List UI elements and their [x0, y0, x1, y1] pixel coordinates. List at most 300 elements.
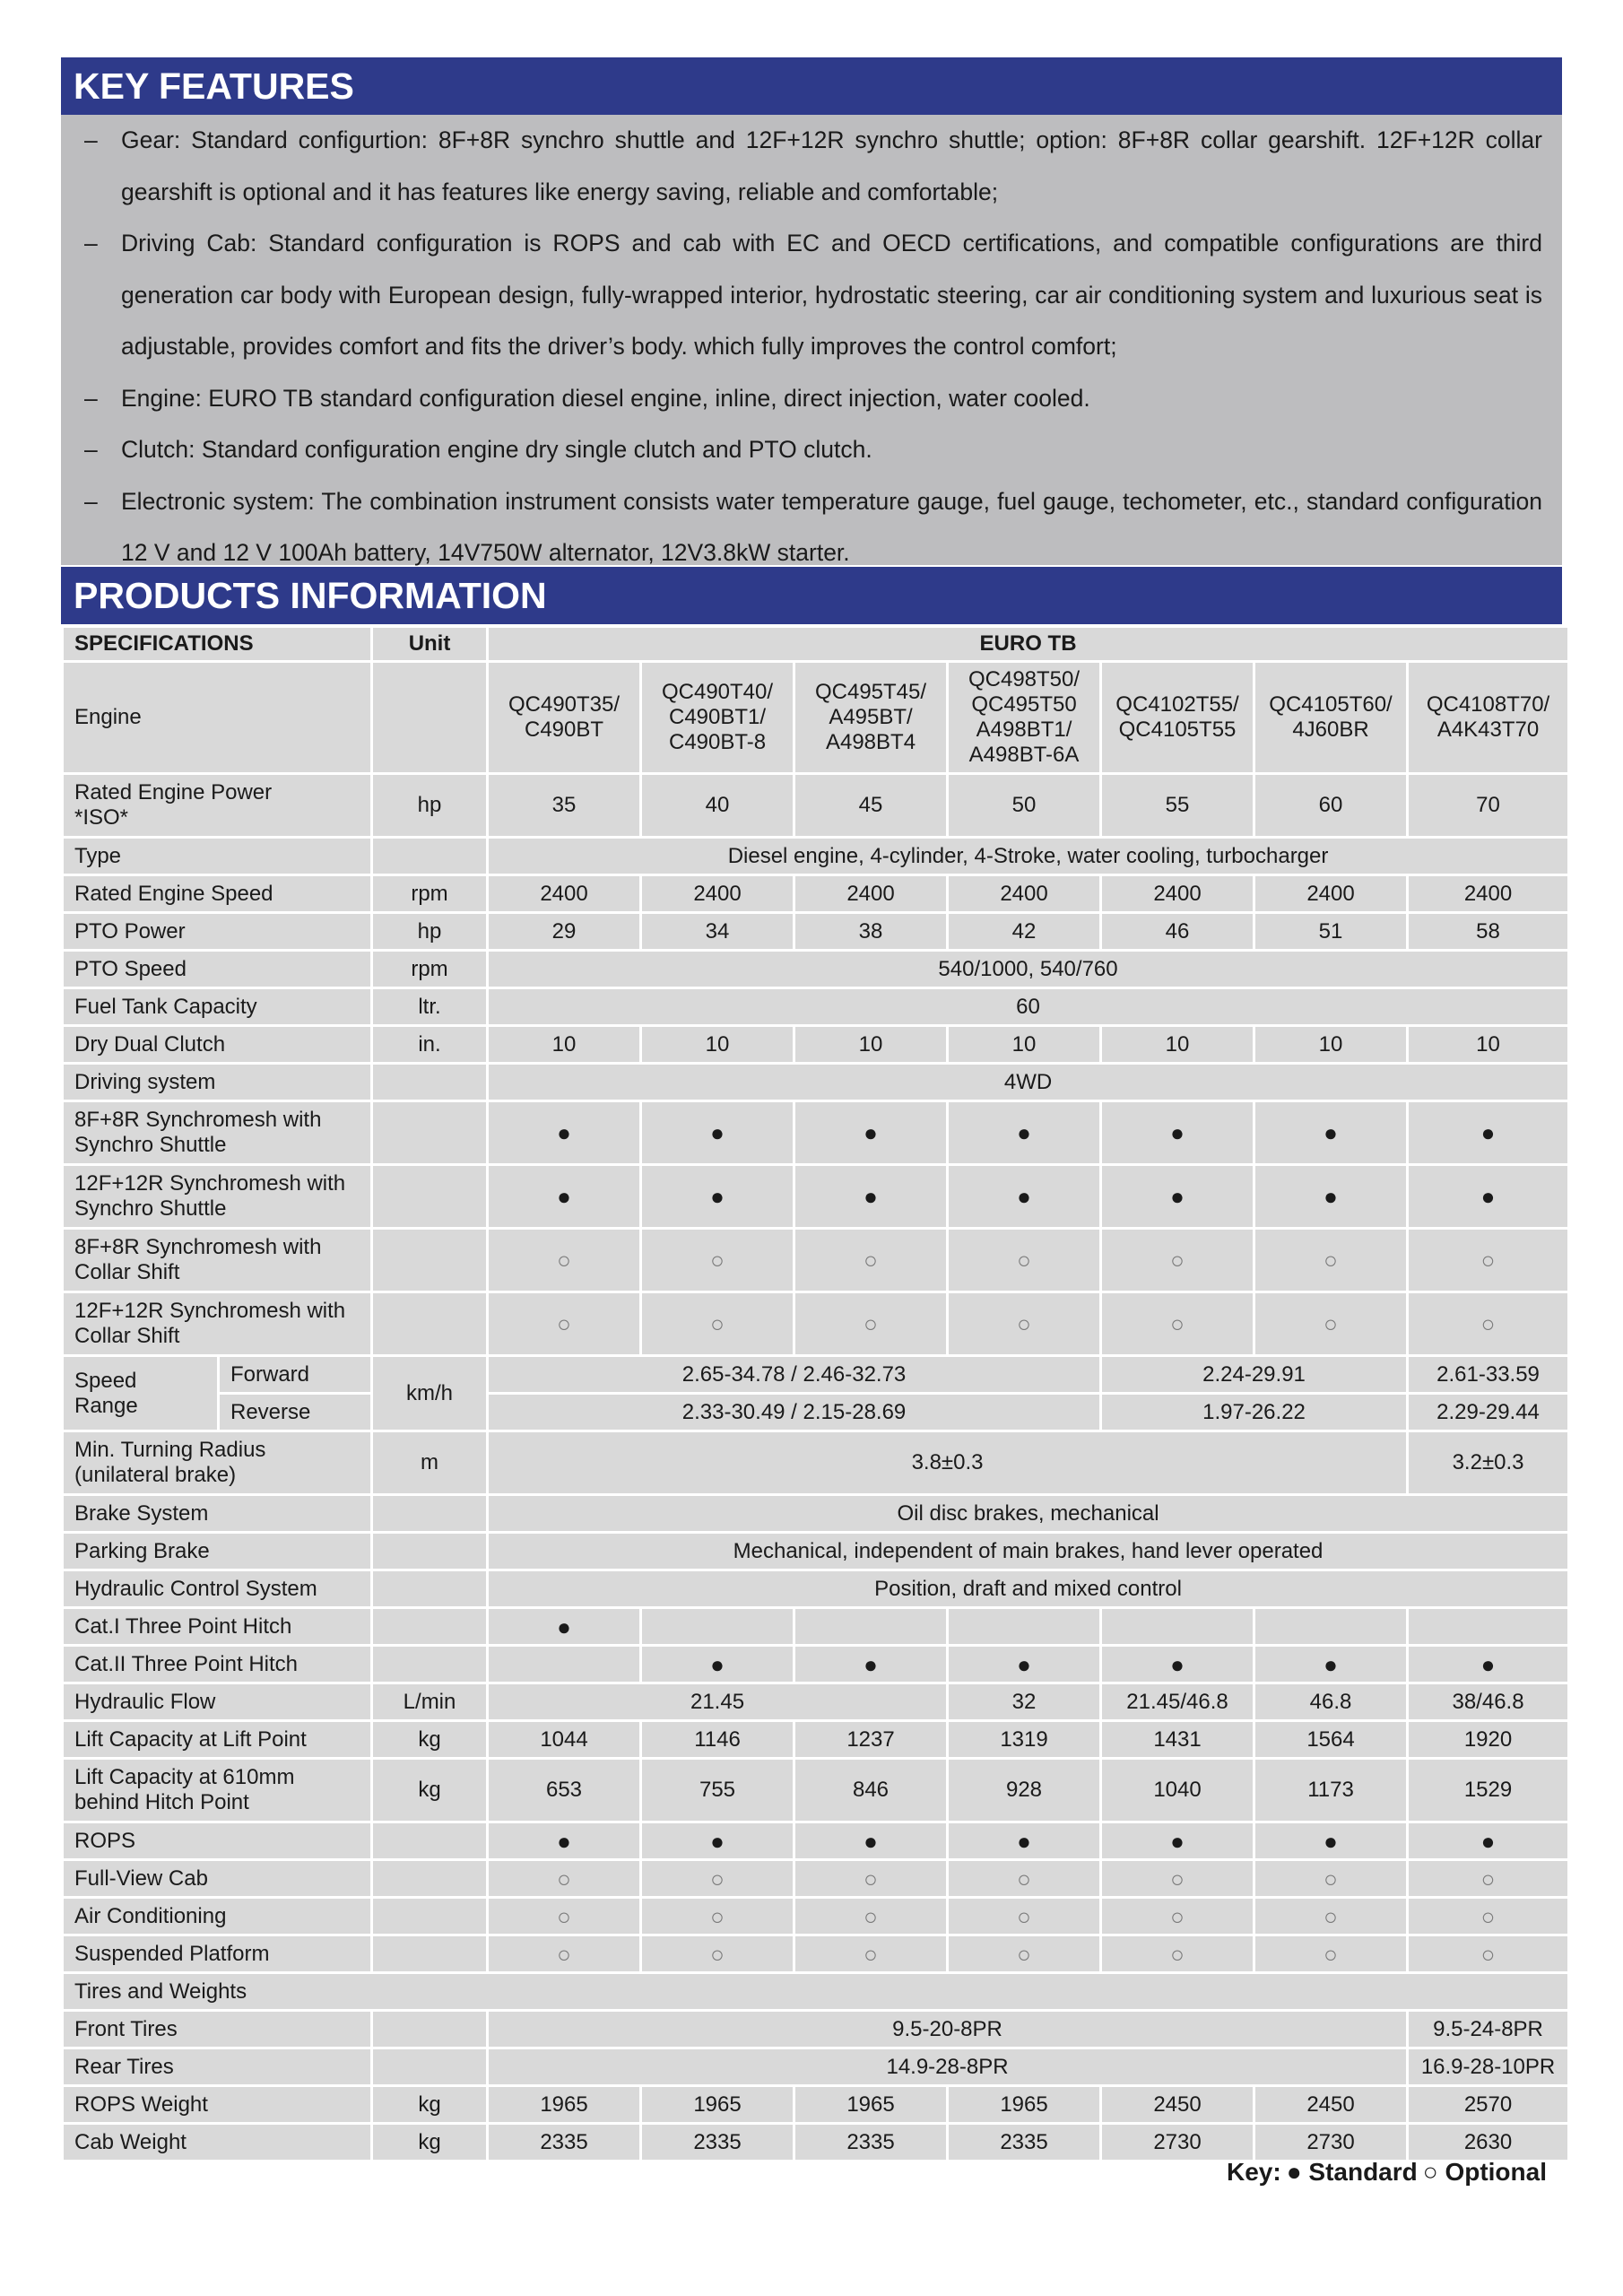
row-label	[64, 1496, 370, 1531]
value-cell: ○	[489, 1230, 639, 1291]
feature-item	[61, 424, 1542, 476]
row-label	[64, 2049, 370, 2084]
cell-text: Hydraulic Control System	[74, 1576, 317, 1601]
value-cell: 55	[1102, 775, 1253, 836]
unit-cell: kg	[373, 2125, 486, 2160]
row-label	[64, 1760, 370, 1821]
model-cell	[795, 663, 946, 772]
value-cell: ○	[1255, 1293, 1406, 1354]
cell-text: A498BT4	[825, 730, 916, 754]
table-header-row	[64, 628, 1567, 660]
header-specifications: SPECIFICATIONS	[64, 628, 370, 660]
row-label	[64, 1571, 370, 1606]
value-cell: ●	[1102, 1166, 1253, 1227]
cell-text: 12F+12R Synchromesh with	[74, 1299, 346, 1323]
sub-label: Forward	[220, 1357, 370, 1392]
feature-text: Clutch: Standard configuration engine dry single clutch and PTO clutch.	[121, 436, 872, 463]
value-cell: 10	[1102, 1027, 1253, 1062]
table-row	[64, 989, 1567, 1024]
model-cell	[489, 663, 639, 772]
table-row	[64, 1432, 1567, 1493]
value-cell: ○	[642, 1230, 793, 1291]
feature-item	[61, 218, 1542, 373]
value-cell: 2570	[1409, 2087, 1567, 2122]
cell-text: 4J60BR	[1292, 718, 1369, 742]
value-cell: 10	[795, 1027, 946, 1062]
row-label	[64, 1899, 370, 1934]
value-cell: ●	[1255, 1166, 1406, 1227]
value-cell: 2400	[1409, 876, 1567, 911]
value-cell: 21.45	[489, 1684, 946, 1719]
unit-cell	[373, 1899, 486, 1934]
row-label	[64, 775, 370, 836]
value-cell: 2.29-29.44	[1409, 1395, 1567, 1430]
value-cell: ○	[949, 1936, 1099, 1971]
value-cell: 21.45/46.8	[1102, 1684, 1253, 1719]
value-cell: 14.9-28-8PR	[489, 2049, 1406, 2084]
value-cell: 1146	[642, 1722, 793, 1757]
value-cell: 540/1000, 540/760	[489, 952, 1567, 987]
value-cell: 38	[795, 914, 946, 949]
value-cell: ●	[489, 1823, 639, 1858]
value-cell: 1173	[1255, 1760, 1406, 1821]
value-cell: ●	[795, 1823, 946, 1858]
value-cell: ○	[489, 1861, 639, 1896]
value-cell: ●	[1255, 1102, 1406, 1163]
value-cell: ●	[1102, 1647, 1253, 1682]
table-row	[64, 1823, 1567, 1858]
value-cell: ●	[1409, 1647, 1567, 1682]
table-row	[64, 2049, 1567, 2084]
row-label	[64, 2087, 370, 2122]
cell-text: 8F+8R Synchromesh with	[74, 1235, 322, 1259]
row-label	[64, 1936, 370, 1971]
value-cell: 2400	[949, 876, 1099, 911]
value-cell: 9.5-20-8PR	[489, 2012, 1406, 2047]
value-cell: ○	[949, 1293, 1099, 1354]
value-cell: 2400	[489, 876, 639, 911]
unit-cell: hp	[373, 775, 486, 836]
value-cell	[489, 1647, 639, 1682]
cell-text: C490BT-8	[668, 730, 767, 754]
cell-text: Front Tires	[74, 2016, 178, 2041]
value-cell: ○	[642, 1899, 793, 1934]
value-cell: 10	[949, 1027, 1099, 1062]
value-cell: ○	[1409, 1861, 1567, 1896]
cell-text: QC490T35/	[508, 692, 621, 717]
cell-text: Suspended Platform	[74, 1941, 270, 1966]
value-cell: 38/46.8	[1409, 1684, 1567, 1719]
table-row	[64, 1102, 1567, 1163]
table-row	[64, 1722, 1567, 1757]
cell-text: Rear Tires	[74, 2054, 174, 2079]
speed-range-reverse-row	[64, 1395, 1567, 1430]
cell-text: Collar Shift	[74, 1324, 180, 1348]
value-cell: ●	[642, 1166, 793, 1227]
cell-text: Speed	[74, 1368, 137, 1393]
value-cell: 2730	[1255, 2125, 1406, 2160]
value-cell: ●	[795, 1102, 946, 1163]
value-cell: ●	[949, 1823, 1099, 1858]
cell-text: Air Conditioning	[74, 1903, 227, 1928]
cell-text: QC498T50/	[968, 667, 1081, 691]
value-cell	[949, 1609, 1099, 1644]
model-cell	[1409, 663, 1567, 772]
value-cell: ○	[1255, 1861, 1406, 1896]
row-label	[64, 2012, 370, 2047]
value-cell: 60	[489, 989, 1567, 1024]
row-label	[64, 1823, 370, 1858]
value-cell: 70	[1409, 775, 1567, 836]
specifications-table	[61, 625, 1570, 2162]
unit-cell: m	[373, 1432, 486, 1493]
row-label	[64, 1861, 370, 1896]
legend-optional: ○ Optional	[1422, 2158, 1547, 2186]
value-cell: 16.9-28-10PR	[1409, 2049, 1567, 2084]
dash-bullet-icon: –	[84, 384, 98, 412]
table-row	[64, 1760, 1567, 1821]
unit-cell: kg	[373, 1722, 486, 1757]
products-information-heading: PRODUCTS INFORMATION	[61, 567, 1562, 624]
cell-text: QC4102T55/	[1115, 692, 1239, 717]
feature-text: Electronic system: The combination instrument consists water temperature gauge, fuel gauge, techometer, etc., standard configuration 12 V and 12 V 100Ah battery, 14V750W alternator, 12V3.8kW starter.	[121, 487, 1542, 566]
table-row	[64, 1647, 1567, 1682]
feature-text: Engine: EURO TB standard configuration diesel engine, inline, direct injection, water cooled.	[121, 384, 1090, 412]
value-cell: 1564	[1255, 1722, 1406, 1757]
legend-standard: ● Standard	[1286, 2158, 1418, 2186]
unit-cell: in.	[373, 1027, 486, 1062]
table-row	[64, 2087, 1567, 2122]
value-cell	[642, 1609, 793, 1644]
value-cell: 2400	[642, 876, 793, 911]
value-cell: 46.8	[1255, 1684, 1406, 1719]
unit-cell: kg	[373, 2087, 486, 2122]
value-cell: 1965	[642, 2087, 793, 2122]
value-cell: 2335	[949, 2125, 1099, 2160]
value-cell: 755	[642, 1760, 793, 1821]
value-cell: 928	[949, 1760, 1099, 1821]
value-cell: ●	[1409, 1823, 1567, 1858]
value-cell: 2450	[1255, 2087, 1406, 2122]
table-row	[64, 1496, 1567, 1531]
value-cell: ○	[642, 1293, 793, 1354]
row-label	[64, 1357, 217, 1430]
value-cell: 9.5-24-8PR	[1409, 2012, 1567, 2047]
cell-text: (unilateral brake)	[74, 1463, 237, 1487]
row-label: Engine	[64, 663, 370, 772]
cell-text: A4K43T70	[1436, 718, 1540, 742]
value-cell: ●	[642, 1823, 793, 1858]
unit-cell	[373, 1102, 486, 1163]
cell-text: Collar Shift	[74, 1260, 180, 1284]
row-label	[64, 1027, 370, 1062]
value-cell: ●	[795, 1647, 946, 1682]
unit-cell	[373, 663, 486, 772]
cell-text: PTO Speed	[74, 956, 187, 981]
value-cell: ●	[949, 1647, 1099, 1682]
value-cell: 40	[642, 775, 793, 836]
value-cell: 1529	[1409, 1760, 1567, 1821]
value-cell: 3.8±0.3	[489, 1432, 1406, 1493]
speed-range-forward-row	[64, 1357, 1567, 1392]
value-cell: ○	[1102, 1936, 1253, 1971]
row-label	[64, 1684, 370, 1719]
cell-text: QC490T40/	[661, 680, 774, 704]
value-cell: ●	[1255, 1823, 1406, 1858]
value-cell: 34	[642, 914, 793, 949]
value-cell: 653	[489, 1760, 639, 1821]
feature-item	[61, 373, 1542, 425]
value-cell	[1409, 1609, 1567, 1644]
value-cell: ○	[1409, 1899, 1567, 1934]
value-cell: 2335	[489, 2125, 639, 2160]
value-cell: 1237	[795, 1722, 946, 1757]
cell-text: QC495T50	[971, 692, 1077, 717]
value-cell: ○	[1102, 1293, 1253, 1354]
feature-item	[61, 115, 1542, 218]
value-cell: 10	[1255, 1027, 1406, 1062]
unit-cell	[373, 1609, 486, 1644]
value-cell: 51	[1255, 914, 1406, 949]
section-label: Tires and Weights	[64, 1974, 1567, 2009]
value-cell: ○	[795, 1230, 946, 1291]
value-cell: ○	[1102, 1230, 1253, 1291]
value-cell: 2630	[1409, 2125, 1567, 2160]
cell-text: Type	[74, 843, 122, 868]
cell-text: Dry Dual Clutch	[74, 1031, 226, 1057]
value-cell: ○	[1409, 1936, 1567, 1971]
value-cell: 2400	[1255, 876, 1406, 911]
model-cell	[949, 663, 1099, 772]
cell-text: Cat.I Three Point Hitch	[74, 1613, 292, 1639]
value-cell: ○	[795, 1899, 946, 1934]
unit-cell	[373, 2049, 486, 2084]
row-label	[64, 2125, 370, 2160]
value-cell: ○	[1255, 1899, 1406, 1934]
value-cell: 10	[489, 1027, 639, 1062]
value-cell: ○	[949, 1230, 1099, 1291]
row-label	[64, 876, 370, 911]
row-label	[64, 1293, 370, 1354]
table-row	[64, 2012, 1567, 2047]
value-cell: 58	[1409, 914, 1567, 949]
value-cell: ○	[1409, 1230, 1567, 1291]
row-label	[64, 1534, 370, 1569]
value-cell: 2.65-34.78 / 2.46-32.73	[489, 1357, 1099, 1392]
dash-bullet-icon: –	[84, 126, 98, 153]
cell-text: Brake System	[74, 1500, 209, 1526]
table-row	[64, 1899, 1567, 1934]
model-cell	[1102, 663, 1253, 772]
value-cell: 45	[795, 775, 946, 836]
unit-cell: rpm	[373, 952, 486, 987]
value-cell: ○	[949, 1861, 1099, 1896]
model-cell	[642, 663, 793, 772]
cell-text: C490BT	[524, 718, 604, 742]
table-row	[64, 775, 1567, 836]
value-cell: ○	[795, 1936, 946, 1971]
cell-text: Lift Capacity at 610mm	[74, 1765, 295, 1789]
value-cell: ●	[489, 1166, 639, 1227]
value-cell	[795, 1609, 946, 1644]
value-cell: ○	[642, 1936, 793, 1971]
cell-text: Fuel Tank Capacity	[74, 994, 257, 1019]
row-label	[64, 1102, 370, 1163]
value-cell: 1319	[949, 1722, 1099, 1757]
unit-cell	[373, 1861, 486, 1896]
value-cell: ○	[642, 1861, 793, 1896]
value-cell: ○	[489, 1936, 639, 1971]
header-euro-tb: EURO TB	[489, 628, 1567, 660]
value-cell: ●	[949, 1102, 1099, 1163]
unit-cell	[373, 1166, 486, 1227]
cell-text: Cat.II Three Point Hitch	[74, 1651, 298, 1676]
table-row	[64, 1609, 1567, 1644]
row-label	[64, 1609, 370, 1644]
value-cell: 42	[949, 914, 1099, 949]
unit-cell	[373, 2012, 486, 2047]
cell-text: QC4105T60/	[1269, 692, 1393, 717]
cell-text: behind Hitch Point	[74, 1790, 249, 1814]
value-cell: ○	[1255, 1936, 1406, 1971]
engine-model-row	[64, 663, 1567, 772]
value-cell: ●	[489, 1609, 639, 1644]
value-cell: ●	[642, 1102, 793, 1163]
dash-bullet-icon: –	[84, 487, 98, 515]
key-features-list	[61, 115, 1562, 565]
value-cell: 1965	[795, 2087, 946, 2122]
cell-text: A498BT1/	[976, 718, 1072, 742]
cell-text: QC495T45/	[814, 680, 927, 704]
value-cell: 2335	[795, 2125, 946, 2160]
row-label	[64, 1722, 370, 1757]
value-cell: 1044	[489, 1722, 639, 1757]
cell-text: C490BT1/	[668, 705, 767, 729]
value-cell: ○	[1255, 1230, 1406, 1291]
feature-text: Gear: Standard configurtion: 8F+8R synchro shuttle and 12F+12R synchro shuttle; option: 8F+8R collar gearshift. 12F+12R collar gearshift is optional and it has features like energy saving, reliable and comfortable;	[121, 126, 1542, 205]
value-cell: ●	[1102, 1823, 1253, 1858]
cell-text: Min. Turning Radius	[74, 1438, 266, 1462]
row-label	[64, 1647, 370, 1682]
cell-text: Full-View Cab	[74, 1866, 208, 1891]
cell-text: A495BT/	[829, 705, 913, 729]
legend-key	[1221, 2158, 1547, 2187]
cell-text: Parking Brake	[74, 1538, 210, 1563]
cell-text: Rated Engine Speed	[74, 881, 273, 906]
value-cell: ●	[642, 1647, 793, 1682]
table-row	[64, 952, 1567, 987]
feature-text: Driving Cab: Standard configuration is ROPS and cab with EC and OECD certifications, and compatible configurations are third generation car body with European design, fully-wrapped interior, hydrostatic steering, car air conditioning system and luxurious seat is adjustable, provides comfort and fits the driver’s body. which fully improves the control comfort;	[121, 230, 1542, 360]
value-cell: ●	[1102, 1102, 1253, 1163]
value-cell: Mechanical, independent of main brakes, hand lever operated	[489, 1534, 1567, 1569]
cell-text: ROPS	[74, 1828, 136, 1853]
cell-text: PTO Power	[74, 918, 186, 944]
cell-text: 8F+8R Synchromesh with	[74, 1108, 322, 1132]
row-label	[64, 839, 370, 874]
unit-cell	[373, 1936, 486, 1971]
key-features-heading: KEY FEATURES	[61, 57, 1562, 115]
table-row	[64, 1936, 1567, 1971]
value-cell: 32	[949, 1684, 1099, 1719]
unit-cell: km/h	[373, 1357, 486, 1430]
row-label	[64, 1432, 370, 1493]
dash-bullet-icon: –	[84, 230, 98, 257]
cell-text: Cab Weight	[74, 2129, 187, 2154]
value-cell: 2.33-30.49 / 2.15-28.69	[489, 1395, 1099, 1430]
cell-text: 12F+12R Synchromesh with	[74, 1171, 346, 1196]
model-cell	[1255, 663, 1406, 772]
value-cell: 1.97-26.22	[1102, 1395, 1406, 1430]
value-cell: ○	[1409, 1293, 1567, 1354]
value-cell: ○	[949, 1899, 1099, 1934]
unit-cell	[373, 1647, 486, 1682]
cell-text: *ISO*	[74, 805, 129, 830]
value-cell: ○	[489, 1899, 639, 1934]
value-cell: 3.2±0.3	[1409, 1432, 1567, 1493]
value-cell: ●	[1409, 1166, 1567, 1227]
row-label	[64, 1230, 370, 1291]
table-row	[64, 876, 1567, 911]
unit-cell: hp	[373, 914, 486, 949]
unit-cell: kg	[373, 1760, 486, 1821]
table-row	[64, 839, 1567, 874]
value-cell: ●	[1409, 1102, 1567, 1163]
value-cell	[1102, 1609, 1253, 1644]
value-cell: 2.61-33.59	[1409, 1357, 1567, 1392]
header-unit: Unit	[373, 628, 486, 660]
section-row	[64, 1974, 1567, 2009]
table-row	[64, 1534, 1567, 1569]
value-cell: 2335	[642, 2125, 793, 2160]
unit-cell	[373, 1571, 486, 1606]
value-cell: 29	[489, 914, 639, 949]
value-cell: 46	[1102, 914, 1253, 949]
value-cell: 1920	[1409, 1722, 1567, 1757]
table-row	[64, 1861, 1567, 1896]
unit-cell	[373, 1496, 486, 1531]
value-cell: 35	[489, 775, 639, 836]
cell-text: QC4105T55	[1118, 718, 1237, 742]
table-row	[64, 1027, 1567, 1062]
value-cell	[1255, 1609, 1406, 1644]
value-cell: 60	[1255, 775, 1406, 836]
value-cell: ○	[1102, 1899, 1253, 1934]
value-cell: 50	[949, 775, 1099, 836]
unit-cell	[373, 1293, 486, 1354]
value-cell: 2400	[795, 876, 946, 911]
row-label	[64, 1065, 370, 1100]
unit-cell	[373, 1065, 486, 1100]
value-cell: ○	[795, 1861, 946, 1896]
value-cell: 10	[1409, 1027, 1567, 1062]
row-label	[64, 914, 370, 949]
value-cell: 2730	[1102, 2125, 1253, 2160]
value-cell: 2450	[1102, 2087, 1253, 2122]
unit-cell	[373, 1823, 486, 1858]
sub-label: Reverse	[220, 1395, 370, 1430]
value-cell: ●	[795, 1166, 946, 1227]
cell-text: QC4108T70/	[1426, 692, 1550, 717]
value-cell: 1965	[489, 2087, 639, 2122]
value-cell: 2.24-29.91	[1102, 1357, 1406, 1392]
unit-cell	[373, 1534, 486, 1569]
table-row	[64, 1684, 1567, 1719]
feature-item	[61, 476, 1542, 579]
value-cell: ○	[795, 1293, 946, 1354]
value-cell: 1431	[1102, 1722, 1253, 1757]
dash-bullet-icon: –	[84, 436, 98, 463]
cell-text: Range	[74, 1393, 138, 1418]
